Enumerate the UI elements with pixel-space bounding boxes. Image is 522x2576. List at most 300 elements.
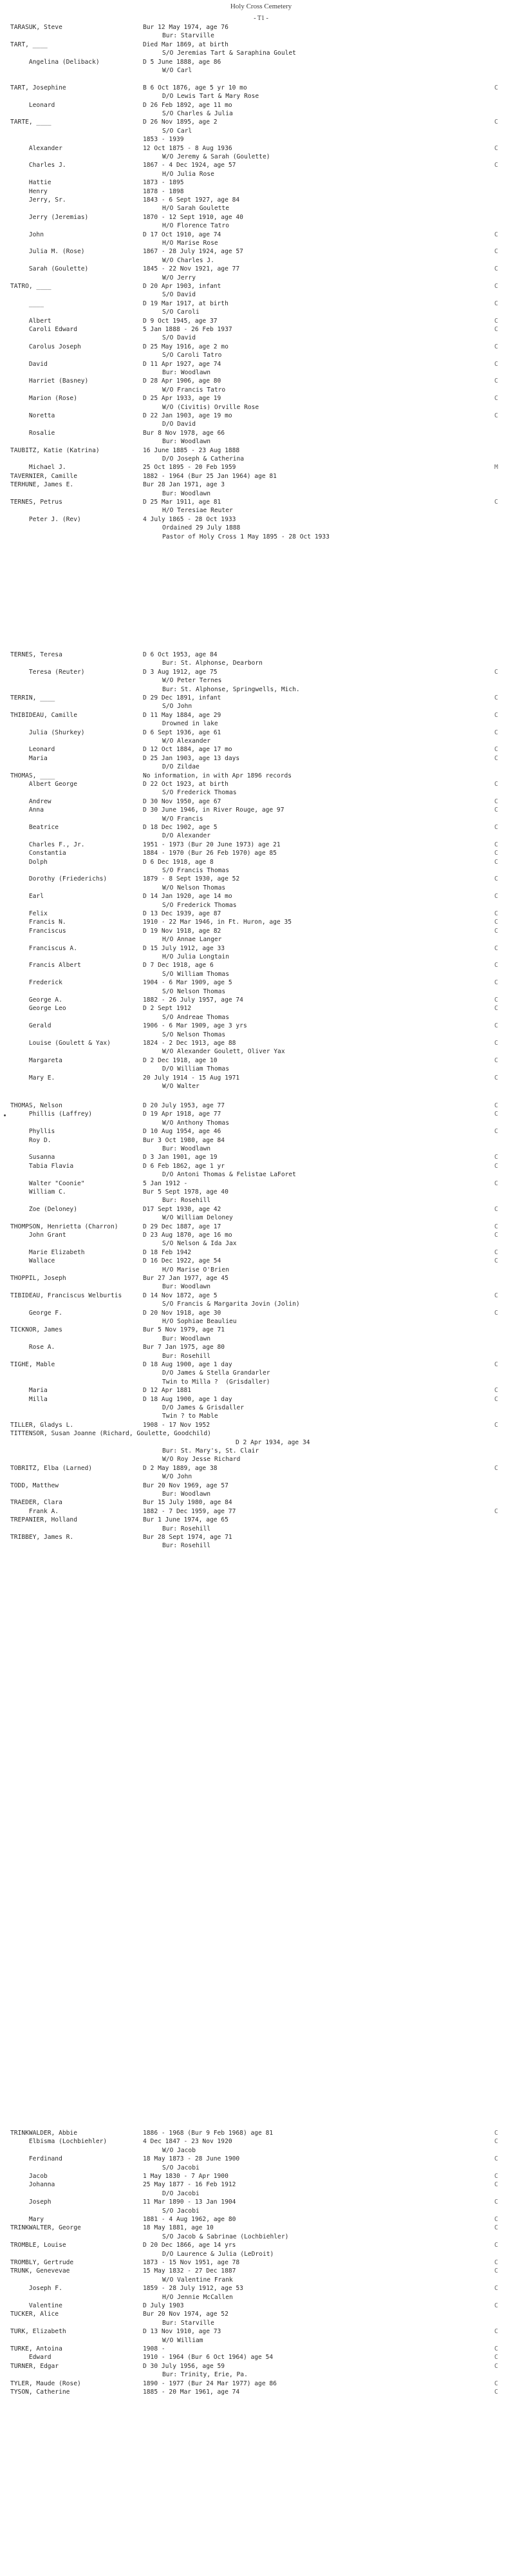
record-marker: C [494, 1232, 498, 1239]
record-dates: 5 Jan 1912 - [143, 1179, 188, 1187]
record-dates: D 18 Feb 1942 [143, 1248, 192, 1256]
record-name: Francis Albert [10, 962, 81, 969]
record-dates: 18 May 1873 - 28 June 1900 [143, 2155, 240, 2163]
record-detail: S/O Nelson & Ida Jax [162, 1240, 237, 1248]
record-detail: W/O Francis Tatro [162, 386, 226, 394]
record-name: George F. [10, 1309, 62, 1317]
record-sheet [0, 2129, 522, 2400]
record-name: Milla [10, 1395, 48, 1403]
record-name: Marion (Rose) [10, 395, 77, 403]
record-dates: 1878 - 1898 [143, 187, 184, 195]
record-detail: W/O John [162, 1473, 192, 1481]
record-name: George A. [10, 997, 62, 1004]
record-name: Margareta [10, 1056, 62, 1064]
record-name: Mary E. [10, 1074, 55, 1082]
record-name: Valentine [10, 2302, 62, 2309]
record-dates: D 30 Nov 1950, age 67 [143, 797, 221, 805]
record-name: Wallace [10, 1257, 55, 1265]
record-sheet [0, 651, 522, 1094]
record-marker: C [494, 317, 498, 325]
record-dates: 1908 - 17 Nov 1952 [143, 1421, 210, 1429]
record-dates: D 19 Mar 1917, at birth [143, 300, 228, 307]
record-dates: 1843 - 6 Sept 1927, age 84 [143, 196, 240, 204]
record-detail: H/O Sophiae Beaulieu [162, 1318, 237, 1325]
page-number: - T1 - [254, 15, 268, 22]
record-name: TART, ____ [10, 41, 48, 48]
record-marker: C [494, 499, 498, 506]
record-dates: 1890 - 1977 (Bur 24 Mar 1977) age 86 [143, 2380, 277, 2387]
record-dates: Bur 7 Jan 1975, age 80 [143, 1344, 225, 1351]
record-marker: C [494, 1395, 498, 1403]
record-name: Walter "Coonie" [10, 1179, 85, 1187]
record-dates: D 9 Oct 1945, age 37 [143, 317, 218, 325]
record-detail: S/O Nelson Thomas [162, 1031, 226, 1038]
record-name: THOPPIL, Joseph [10, 1275, 66, 1282]
record-marker: C [494, 377, 498, 385]
record-detail: H/O Marise O'Brien [162, 1266, 229, 1274]
record-detail: H/O Julia Rose [162, 170, 214, 178]
record-dates: Bur 12 May 1974, age 76 [143, 24, 228, 31]
record-name: Noretta [10, 412, 55, 419]
record-name: TILLER, Gladys L. [10, 1421, 74, 1429]
record-detail: H/O Teresiae Reuter [162, 507, 233, 515]
record-name: Phillis (Laffrey) [10, 1111, 93, 1118]
record-detail: W/O Peter Ternes [162, 677, 222, 685]
record-detail: S/O David [162, 334, 196, 342]
record-dates: D 26 Nov 1895, age 2 [143, 119, 218, 126]
record-marker: C [494, 2389, 498, 2396]
record-detail: Bur: Woodlawn [162, 438, 211, 446]
record-dates: 1859 - 28 July 1912, age 53 [143, 2285, 243, 2293]
record-detail: Bur: Woodlawn [162, 369, 211, 376]
record-name: Dolph [10, 858, 48, 866]
record-dates: 1867 - 28 July 1924, age 57 [143, 248, 243, 256]
record-dates: D 26 Feb 1892, age 11 mo [143, 101, 232, 109]
record-dates: 1882 - 7 Dec 1959, age 77 [143, 1507, 236, 1515]
record-marker: C [494, 1257, 498, 1265]
record-name: TERNES, Teresa [10, 651, 62, 658]
record-marker: C [494, 2199, 498, 2206]
record-name: TROMBLY, Gertrude [10, 2259, 74, 2266]
record-name: Maria [10, 754, 48, 762]
record-marker: C [494, 806, 498, 814]
record-marker: C [494, 231, 498, 238]
record-detail: H/O Jennie McCallen [162, 2293, 233, 2301]
record-marker: C [494, 2138, 498, 2146]
record-marker: C [494, 2216, 498, 2223]
record-detail: D/O Laurence & Julia (LeDroit) [162, 2250, 274, 2258]
record-dates: 11 Mar 1890 - 13 Jan 1904 [143, 2199, 236, 2206]
record-marker: C [494, 944, 498, 952]
record-marker: C [494, 927, 498, 935]
record-detail: S/O Jacobi [162, 2164, 200, 2171]
record-detail: S/O Francis Thomas [162, 867, 229, 874]
record-detail: Twin to Milla ? (Grisdaller) [162, 1378, 270, 1386]
record-detail: D/O James & Grisdaller [162, 1404, 245, 1411]
record-detail: Twin ? to Mable [162, 1413, 218, 1420]
record-detail: H/O Julia Longtain [162, 953, 229, 960]
record-sheet [0, 1102, 522, 1554]
record-sheet [0, 23, 522, 545]
record-detail: Bur: Woodlawn [162, 1335, 211, 1342]
record-detail: Bur: Woodlawn [162, 1491, 211, 1498]
record-marker: C [494, 2155, 498, 2163]
record-detail: S/O Jeremias Tart & Saraphina Goulet [162, 50, 296, 57]
record-dates: 1904 - 6 Mar 1909, age 5 [143, 979, 232, 987]
record-name: TIGHE, Mable [10, 1361, 55, 1368]
record-name: Louise (Goulett & Yax) [10, 1040, 111, 1047]
record-name: THOMPSON, Henrietta (Charron) [10, 1223, 118, 1230]
record-name: Elbisma (Lochbiehler) [10, 2138, 107, 2146]
record-detail: S/O Francis & Margarita Jovin (Jolin) [162, 1301, 300, 1308]
record-detail: Bur: Woodlawn [162, 1283, 211, 1291]
record-name: Tabia Flavia [10, 1162, 74, 1170]
record-dates: D 20 July 1953, age 77 [143, 1102, 225, 1109]
record-marker: C [494, 962, 498, 969]
record-name: Ferdinand [10, 2155, 62, 2163]
record-marker: C [494, 265, 498, 273]
record-dates: 5 Jan 1888 - 26 Feb 1937 [143, 326, 232, 333]
record-name: Felix [10, 910, 48, 917]
record-marker: C [494, 2259, 498, 2266]
record-detail: D/O Zildae [162, 763, 200, 771]
record-name: Joseph [10, 2199, 51, 2206]
record-marker: C [494, 1179, 498, 1187]
record-marker: C [494, 1005, 498, 1013]
record-dates: D 29 Dec 1891, infant [143, 694, 221, 701]
record-detail: W/O William [162, 2336, 203, 2344]
record-detail: Bur: Rosehill [162, 1542, 211, 1550]
record-dates: D 2 Sept 1912 [143, 1005, 192, 1013]
record-marker: C [494, 841, 498, 848]
record-marker: C [494, 919, 498, 926]
record-dates: 1906 - 6 Mar 1909, age 3 yrs [143, 1022, 247, 1030]
record-dates: D 30 June 1946, in River Rouge, age 97 [143, 806, 284, 814]
record-name: TERNES, Petrus [10, 499, 62, 506]
record-dates: 20 July 1914 - 15 Aug 1971 [143, 1074, 240, 1082]
record-detail: Bur: St. Alphonse, Dearborn [162, 660, 263, 667]
record-detail: D 2 Apr 1934, age 34 [236, 1438, 310, 1446]
record-name: Harriet (Basney) [10, 377, 89, 385]
record-marker: C [494, 668, 498, 676]
record-marker: C [494, 1205, 498, 1213]
record-marker: C [494, 2354, 498, 2361]
record-dates: D 7 Dec 1918, age 6 [143, 962, 214, 969]
record-marker: C [494, 1040, 498, 1047]
record-dates: Bur 28 Jan 1971, age 3 [143, 481, 225, 489]
record-dates: Bur 28 Sept 1974, age 71 [143, 1534, 232, 1541]
record-name: TOBRITZ, Elba (Larned) [10, 1464, 93, 1472]
record-name: TERRIN, ____ [10, 694, 55, 701]
record-name: Edward [10, 2354, 51, 2361]
record-dates: D 18 Aug 1900, age 1 day [143, 1395, 232, 1403]
record-marker: C [494, 162, 498, 169]
record-dates: 1873 - 1895 [143, 179, 184, 187]
record-name: TARTE, ____ [10, 119, 51, 126]
record-dates: 4 July 1865 - 28 Oct 1933 [143, 515, 236, 523]
record-dates: Bur 8 Nov 1978, age 66 [143, 429, 225, 437]
record-name: Teresa (Reuter) [10, 668, 85, 676]
record-name: John [10, 231, 44, 238]
record-name: Roy D. [10, 1136, 51, 1144]
record-dates: D 19 Nov 1918, age 82 [143, 927, 221, 935]
record-name: Julia M. (Rose) [10, 248, 85, 256]
record-detail: Bur: Starville [162, 32, 214, 40]
record-dates: D 25 Jan 1903, age 13 days [143, 754, 240, 762]
record-marker: C [494, 2224, 498, 2232]
record-detail: D/O David [162, 421, 196, 428]
record-dates: 1882 - 1964 (Bur 25 Jan 1964) age 81 [143, 472, 277, 480]
record-detail: W/O Valentine Frank [162, 2276, 233, 2284]
record-dates: D 14 Jan 1920, age 14 mo [143, 893, 232, 901]
record-dates: Bur 15 July 1980, age 84 [143, 1499, 232, 1507]
record-marker: C [494, 343, 498, 350]
record-marker: C [494, 893, 498, 901]
record-marker: C [494, 797, 498, 805]
record-marker: C [494, 144, 498, 152]
record-dates: Bur 5 Sept 1978, age 40 [143, 1188, 228, 1196]
record-dates: D 17 Oct 1910, age 74 [143, 231, 221, 238]
record-name: Joseph F. [10, 2285, 62, 2293]
record-marker: C [494, 119, 498, 126]
record-detail: Bur: Trinity, Erie, Pa. [162, 2371, 248, 2379]
record-name: Franciscus [10, 927, 66, 935]
record-detail: S/O Frederick Thomas [162, 901, 237, 909]
record-detail: S/O Carl [162, 127, 192, 135]
record-name: David [10, 360, 48, 368]
record-detail: Bur: Woodlawn [162, 490, 211, 497]
record-name: Albert George [10, 781, 77, 788]
record-marker: C [494, 326, 498, 333]
record-dates: 1882 - 26 July 1957, age 74 [143, 997, 243, 1004]
record-marker: C [494, 1387, 498, 1395]
record-dates: D July 1903 [143, 2302, 184, 2309]
record-detail: S/O David [162, 291, 196, 299]
record-marker: C [494, 754, 498, 762]
bullet-mark [4, 1114, 6, 1116]
record-dates: D 13 Dec 1939, age 87 [143, 910, 221, 917]
record-name: Mary [10, 2216, 44, 2223]
record-name: Rose A. [10, 1344, 55, 1351]
record-name: Carolus Joseph [10, 343, 81, 350]
record-name: Phyllis [10, 1128, 55, 1136]
record-marker: C [494, 1361, 498, 1368]
record-detail: S/O Andreae Thomas [162, 1013, 229, 1021]
record-dates: 1873 - 15 Nov 1951, age 78 [143, 2259, 240, 2266]
record-name: TURNER, Edgar [10, 2362, 59, 2370]
record-marker: C [494, 1507, 498, 1515]
record-dates: 1879 - 8 Sept 1930, age 52 [143, 875, 240, 883]
record-detail: W/O Alexander [162, 738, 211, 745]
record-name: TIBIDEAU, Franciscus Welburtis [10, 1292, 122, 1299]
record-detail: Bur: Rosehill [162, 1197, 211, 1205]
record-name: TURK, Elizabeth [10, 2328, 66, 2336]
record-name: William C. [10, 1188, 66, 1196]
record-dates: D 16 Dec 1922, age 54 [143, 1257, 221, 1265]
record-name: TICKNOR, James [10, 1326, 62, 1334]
record-dates: 1881 - 4 Aug 1962, age 80 [143, 2216, 236, 2223]
record-name: TROMBLE, Louise [10, 2242, 66, 2249]
record-dates: D 6 Feb 1862, age 1 yr [143, 1162, 225, 1170]
record-dates: 1908 - [143, 2345, 165, 2352]
record-marker: C [494, 910, 498, 917]
record-detail: D/O Jacobi [162, 2190, 200, 2197]
record-marker: C [494, 1102, 498, 1109]
record-name: John Grant [10, 1232, 66, 1239]
record-marker: C [494, 84, 498, 91]
record-dates: D 22 Jan 1903, age 19 mo [143, 412, 232, 419]
record-name: Henry [10, 187, 48, 195]
record-marker: C [494, 1464, 498, 1472]
page-title: Holy Cross Cemetery [230, 3, 292, 10]
record-detail: H/O Annae Langer [162, 936, 222, 944]
record-name: Peter J. (Rev) [10, 515, 81, 523]
record-marker: C [494, 1292, 498, 1299]
record-name: THOMAS, Nelson [10, 1102, 62, 1109]
record-dates: D 28 Apr 1906, age 80 [143, 377, 221, 385]
record-marker: C [494, 1111, 498, 1118]
record-dates: Bur 27 Jan 1977, age 45 [143, 1275, 228, 1282]
record-name: Andrew [10, 797, 51, 805]
record-marker: C [494, 1154, 498, 1161]
record-dates: 25 Oct 1895 - 20 Feb 1959 [143, 464, 236, 472]
record-dates: D 5 June 1888, age 86 [143, 58, 221, 66]
record-name: Albert [10, 317, 51, 325]
record-name: Constantia [10, 850, 66, 857]
record-marker: C [494, 300, 498, 307]
record-dates: Bur 20 Nov 1974, age 52 [143, 2311, 228, 2318]
record-detail: W/O Alexander Goulett, Oliver Yax [162, 1048, 285, 1056]
record-detail: D/O James & Stella Grandarler [162, 1369, 270, 1377]
record-detail: S/O Nelson Thomas [162, 987, 226, 995]
record-name: TATRO, ____ [10, 283, 51, 290]
record-dates: 1910 - 22 Mar 1946, in Ft. Huron, age 35 [143, 919, 292, 926]
record-detail: Bur: Rosehill [162, 1352, 211, 1360]
record-dates: D 12 Oct 1884, age 17 mo [143, 746, 232, 754]
record-marker: C [494, 395, 498, 403]
record-detail: W/O Carl [162, 67, 192, 74]
record-name: Beatrice [10, 824, 59, 831]
record-name: Jerry, Sr. [10, 196, 66, 204]
record-dates: D 12 Apr 1881 [143, 1387, 192, 1395]
record-name: TRINKWALTER, George [10, 2224, 81, 2232]
record-marker: C [494, 360, 498, 368]
record-marker: C [494, 694, 498, 701]
record-marker: C [494, 1248, 498, 1256]
record-detail: Pastor of Holy Cross 1 May 1895 - 28 Oct 1933 [162, 533, 330, 540]
record-dates: D 2 Dec 1918, age 10 [143, 1056, 218, 1064]
record-marker: C [494, 412, 498, 419]
record-marker: C [494, 729, 498, 736]
record-detail: H/O Marise Rose [162, 240, 218, 247]
record-marker: C [494, 781, 498, 788]
record-name: TYLER, Maude (Rose) [10, 2380, 81, 2387]
record-detail: W/O Nelson Thomas [162, 884, 226, 892]
record-detail: Drowned in lake [162, 720, 218, 728]
record-detail: W/O William Deloney [162, 1214, 233, 1222]
record-dates: D 10 Aug 1954, age 46 [143, 1128, 221, 1136]
record-dates: D17 Sept 1930, age 42 [143, 1205, 221, 1213]
record-marker: C [494, 2328, 498, 2336]
record-marker: C [494, 2380, 498, 2387]
record-dates: D 11 May 1884, age 29 [143, 711, 221, 719]
record-name: Anna [10, 806, 44, 814]
record-name: Earl [10, 893, 44, 901]
record-detail: W/O Roy Jesse Richard [162, 1456, 241, 1464]
record-marker: C [494, 850, 498, 857]
record-dates: No information, in with Apr 1896 records [143, 772, 292, 779]
record-name: TAUBITZ, Katie (Katrina) [10, 446, 100, 454]
record-marker: C [494, 1128, 498, 1136]
record-marker: C [494, 1162, 498, 1170]
record-detail: D/O Joseph & Catherina [162, 455, 245, 463]
record-detail: S/O William Thomas [162, 970, 229, 978]
record-dates: D 23 Aug 1870, age 16 mo [143, 1232, 232, 1239]
record-marker: C [494, 2362, 498, 2370]
record-marker: C [494, 1056, 498, 1064]
record-marker: C [494, 1022, 498, 1030]
record-dates: 1886 - 1968 (Bur 9 Feb 1968) age 81 [143, 2130, 274, 2137]
record-name: George Leo [10, 1005, 66, 1013]
record-name: Angelina (Deliback) [10, 58, 100, 66]
record-marker: C [494, 2242, 498, 2249]
record-name: Rosalie [10, 429, 55, 437]
record-marker: C [494, 248, 498, 256]
record-name: Franciscus A. [10, 944, 77, 952]
record-dates: D 19 Apr 1918, age 77 [143, 1111, 221, 1118]
record-name: Leonard [10, 746, 55, 754]
record-detail: S/O Jacob & Sabrinae (Lochbiehler) [162, 2233, 289, 2240]
record-dates: D 13 Nov 1910, age 73 [143, 2328, 221, 2336]
record-name: TRUNK, Genevevae [10, 2267, 70, 2275]
record-name: TART, Josephine [10, 84, 66, 91]
record-marker: C [494, 1309, 498, 1317]
record-dates: D 2 May 1889, age 38 [143, 1464, 218, 1472]
record-dates: D 3 Aug 1912, age 75 [143, 668, 218, 676]
record-detail: S/O Caroli Tatro [162, 352, 222, 359]
record-marker: C [494, 979, 498, 987]
record-name: Jerry (Jeremias) [10, 213, 89, 221]
record-name: Charles F., Jr. [10, 841, 85, 848]
record-detail: Bur: Starville [162, 2319, 214, 2327]
record-name: Sarah (Goulette) [10, 265, 89, 273]
record-detail: W/O (Civitis) Orville Rose [162, 403, 259, 411]
record-name: Johanna [10, 2181, 55, 2189]
record-dates: 1867 - 4 Dec 1924, age 57 [143, 162, 236, 169]
record-dates: D 25 Apr 1933, age 19 [143, 395, 221, 403]
record-detail: D/O Lewis Tart & Mary Rose [162, 93, 259, 100]
record-dates: 1910 - 1964 (Bur 6 Oct 1964) age 54 [143, 2354, 274, 2361]
record-name: Dorothy (Friederichs) [10, 875, 107, 883]
record-dates: 16 June 1885 - 23 Aug 1888 [143, 446, 240, 454]
record-name: Susanna [10, 1154, 55, 1161]
record-name: Frank A. [10, 1507, 59, 1515]
record-detail: S/O Charles & Julia [162, 110, 233, 117]
record-marker: C [494, 2285, 498, 2293]
record-detail: H/O Florence Tatro [162, 222, 229, 230]
record-marker: C [494, 858, 498, 866]
record-dates: D 6 Sept 1936, age 61 [143, 729, 221, 736]
record-dates: 25 May 1877 - 16 Feb 1912 [143, 2181, 236, 2189]
record-dates: B 6 Oct 1876, age 5 yr 10 mo [143, 84, 247, 91]
record-dates: D 18 Dec 1902, age 5 [143, 824, 218, 831]
record-dates: 1951 - 1973 (Bur 20 June 1973) age 21 [143, 841, 281, 848]
record-name: THIBIDEAU, Camille [10, 711, 77, 719]
record-name: Zoe (Deloney) [10, 1205, 77, 1213]
record-name: TAVERNIER, Camille [10, 472, 77, 480]
record-dates: Bur 5 Nov 1979, age 71 [143, 1326, 225, 1334]
record-name: Leonard [10, 101, 55, 109]
